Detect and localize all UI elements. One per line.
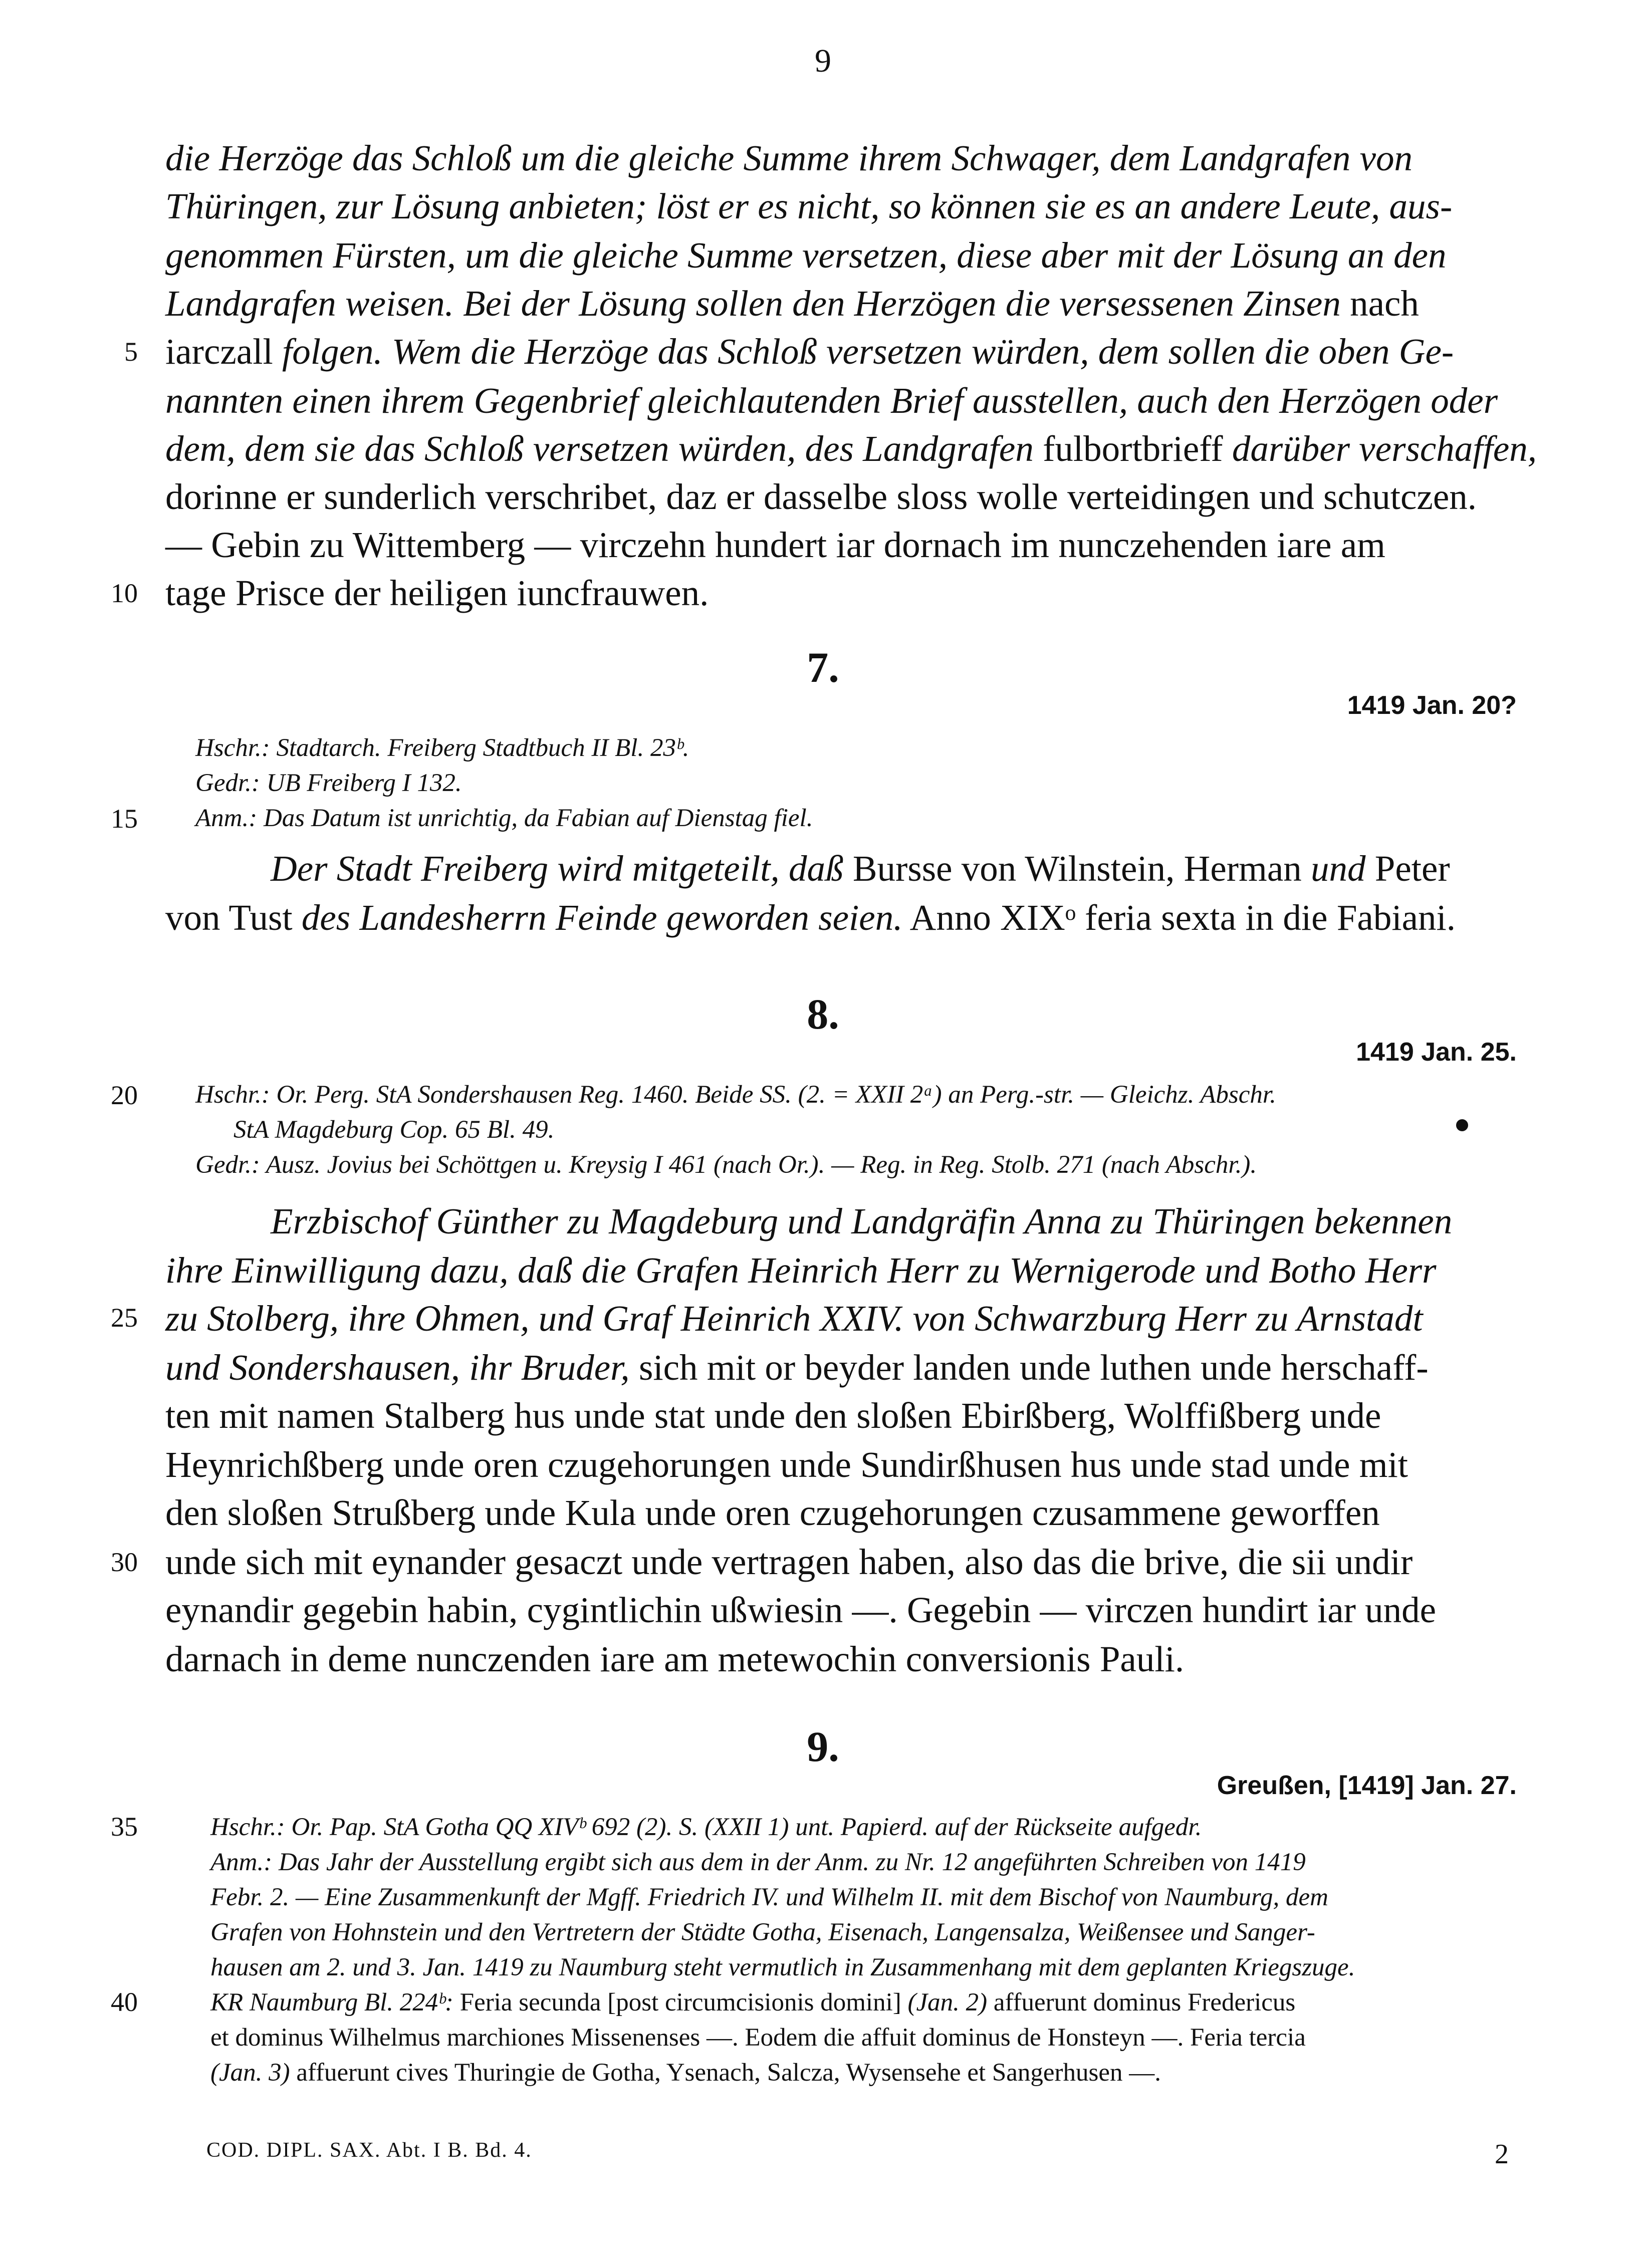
entry-7-date: 1419 Jan. 20? [1347,691,1517,720]
entry-8-text: unde sich mit eynander gesaczt unde vertragen haben, also das die brive, die sii undir [165,1542,1413,1582]
entry-8-text: Heynrichßberg unde oren czugehorungen unde Sundirßhusen hus unde stad unde mit [165,1444,1408,1485]
entry-7-text: Der Stadt Freiberg wird mitgeteilt, daß Bursse von Wilnstein, Herman und Peter [271,848,1450,889]
entry-7-note: Anm.: Das Datum ist unrichtig, da Fabian auf Dienstag fiel. [195,804,813,832]
signature-mark: COD. DIPL. SAX. Abt. I B. Bd. 4. [206,2139,532,2162]
entry-8-text: den sloßen Strußberg unde Kula unde oren czugehorungen czusammene geworffen [165,1492,1380,1533]
sheet-number: 2 [1495,2139,1510,2170]
entry-8-note: Hschr.: Or. Perg. StA Sondershausen Reg. 1460. Beide SS. (2. = XXII 2ᵃ) an Perg.-str. — Gleichz. Abschr. [195,1081,1276,1109]
entry-7-number: 7. [807,643,839,691]
text-line: dorinne er sunderlich verschribet, daz er dasselbe sloss wolle verteidingen und schutczen. [165,476,1477,517]
line-number: 40 [111,1987,138,2017]
entry-8-text: zu Stolberg, ihre Ohmen, und Graf Heinrich XXIV. von Schwarzburg Herr zu Arnstadt [165,1298,1423,1339]
text-line: iarczall folgen. Wem die Herzöge das Schloß versetzen würden, dem sollen die oben Ge- [165,331,1454,372]
entry-9-note: KR Naumburg Bl. 224ᵇ: Feria secunda [post circumcisionis domini] (Jan. 2) affuerunt dominus Fredericus [210,1988,1296,2017]
line-number: 30 [111,1547,138,1577]
text-line: Landgrafen weisen. Bei der Lösung sollen den Herzögen die versessenen Zinsen nach [165,283,1419,324]
entry-9-note: Anm.: Das Jahr der Ausstellung ergibt sich aus dem in der Anm. zu Nr. 12 angeführten Schreiben von 1419 [210,1848,1306,1876]
entry-9-note: et dominus Wilhelmus marchiones Missenenses —. Eodem die affuit dominus de Honsteyn —. Feria tercia [210,2024,1306,2052]
line-number: 25 [111,1303,138,1333]
page-number: 9 [815,43,831,79]
line-number: 10 [111,578,138,608]
entry-8-text: und Sondershausen, ihr Bruder, sich mit or beyder landen unde luthen unde herschaff- [165,1347,1429,1388]
entry-9-note: Grafen von Hohnstein und den Vertretern der Städte Gotha, Eisenach, Langensalza, Weißensee und Sanger- [210,1918,1315,1946]
entry-8-date: 1419 Jan. 25. [1356,1038,1517,1067]
text-line: dem, dem sie das Schloß versetzen würden, des Landgrafen fulbortbrieff darüber verschaffen, [165,428,1537,469]
entry-9-number: 9. [807,1722,839,1771]
entry-7-note: Gedr.: UB Freiberg I 132. [195,769,462,797]
entry-7-text: von Tust des Landesherrn Feinde geworden seien. Anno XIXᵒ feria sexta in die Fabiani. [165,897,1456,938]
line-number: 5 [124,337,138,367]
line-number: 15 [111,804,138,834]
line-number: 35 [111,1812,138,1842]
entry-9-note: (Jan. 3) affuerunt cives Thuringie de Gotha, Ysenach, Salcza, Wysensehe et Sangerhusen —. [210,2059,1161,2087]
entry-9-note: Febr. 2. — Eine Zusammenkunft der Mgff. Friedrich IV. und Wilhelm II. mit dem Bischof von Naumburg, dem [210,1883,1328,1911]
entry-8-number: 8. [807,990,839,1038]
entry-8-note: StA Magdeburg Cop. 65 Bl. 49. [233,1116,555,1144]
line-number: 20 [111,1080,138,1110]
text-line: genommen Fürsten, um die gleiche Summe versetzen, diese aber mit der Lösung an den [165,235,1447,276]
entry-8-text: ten mit namen Stalberg hus unde stat unde den sloßen Ebirßberg, Wolffißberg unde [165,1395,1381,1436]
text-line: — Gebin zu Wittemberg — virczehn hundert iar dornach im nunczehenden iare am [165,525,1385,565]
text-line: Thüringen, zur Lösung anbieten; löst er es nicht, so können sie es an andere Leute, aus- [165,186,1453,226]
entry-9-note: hausen am 2. und 3. Jan. 1419 zu Naumburg steht vermutlich in Zusammenhang mit dem geplanten Kriegszuge. [210,1953,1355,1981]
text-line: tage Prisce der heiligen iuncfrauwen. [165,573,709,613]
text-line: nannten einen ihrem Gegenbrief gleichlautenden Brief ausstellen, auch den Herzögen oder [165,380,1498,421]
entry-7-note: Hschr.: Stadtarch. Freiberg Stadtbuch II Bl. 23ᵇ. [195,734,689,762]
entry-8-note: Gedr.: Ausz. Jovius bei Schöttgen u. Kreysig I 461 (nach Or.). — Reg. in Reg. Stolb. 271 (nach Abschr.). [195,1151,1257,1179]
entry-8-text: Erzbischof Günther zu Magdeburg und Landgräfin Anna zu Thüringen bekennen [271,1201,1453,1241]
entry-9-date: Greußen, [1419] Jan. 27. [1217,1771,1517,1800]
entry-9-note: Hschr.: Or. Pap. StA Gotha QQ XIVᵇ 692 (2). S. (XXII 1) unt. Papierd. auf der Rückseite aufgedr. [210,1813,1202,1841]
entry-8-text: darnach in deme nunczenden iare am metewochin conversionis Pauli. [165,1639,1185,1679]
ink-spot [1456,1119,1468,1131]
entry-8-text: eynandir gegebin habin, cygintlichin ußwiesin —. Gegebin — virczen hundirt iar unde [165,1590,1437,1630]
text-line: die Herzöge das Schloß um die gleiche Summe ihrem Schwager, dem Landgrafen von [165,138,1413,178]
entry-8-text: ihre Einwilligung dazu, daß die Grafen Heinrich Herr zu Wernigerode und Botho Herr [165,1250,1437,1291]
